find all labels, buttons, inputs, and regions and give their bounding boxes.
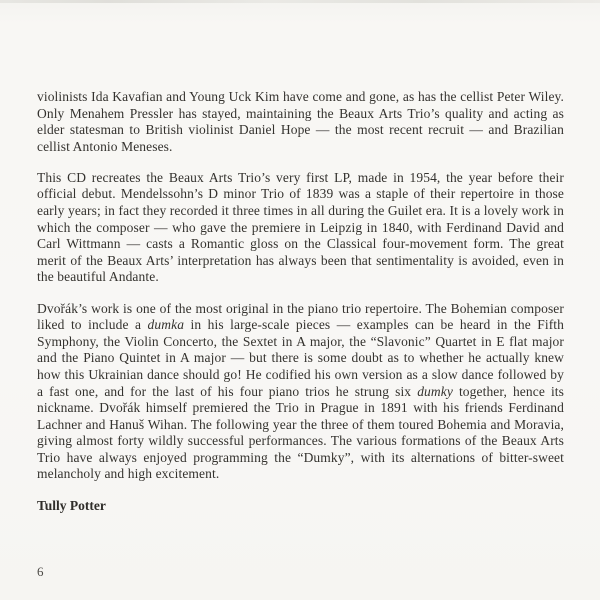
text-run: together, hence its nickname. Dvořák himself premiered the Trio in Prague in 1891 with his friends Ferdinand Lachner and Hanuš Wihan. The following year the three of them toured Bohemia and Moravia, giving almost forty wildly successful performances. The various formations of the Beaux Arts Trio have always enjoyed programming the “Dumky”, with its alternations of bitter-sweet melancholy and high excitement. [37,383,565,482]
paragraph [37,89,564,155]
page-number: 6 [37,564,44,579]
liner-notes-text [37,89,564,514]
text-run: This CD recreates the Beaux Arts Trio’s very first LP, made in 1954, the year before their official debut. Mendelssohn’s D minor Trio of 1839 was a staple of their repertoire in those early years; in fact they recorded it three times in all during the Guilet era. It is a lovely work in which the composer — who gave the premiere in Leipzig in 1840, with Ferdinand David and Carl Wittmann — casts a Romantic gloss on the Classical four-movement form. The great merit of the Beaux Arts’ interpretation has always been that sentimentality is avoided, even in the beautiful Andante. [37,169,564,285]
paragraph [37,170,564,286]
text-run: Dvořák’s work is one of the most original in the piano trio repertoire. The Bohemian composer liked to include a [37,300,564,333]
scan-edge-artifact [0,0,600,3]
paragraph [37,301,564,484]
text-run: in his large-scale pieces — examples can be heard in the Fifth Symphony, the Violin Concerto, the Sextet in A major, the “Slavonic” Quartet in E flat major and the Piano Quintet in A major — but there is some doubt as to whether he actually knew how this Ukrainian dance should go! He codified his own version as a slow dance followed by a fast one, and for the last of his four piano trios he strung six [37,317,564,399]
italic-term: dumka [147,317,185,333]
body-paragraphs [37,89,564,483]
author-byline: Tully Potter [37,497,106,513]
italic-term: dumky [417,383,453,399]
text-run: violinists Ida Kavafian and Young Uck Kim have come and gone, as has the cellist Peter Wiley. Only Menahem Pressler has stayed, maintaining the Beaux Arts Trio’s quality and acting as elder statesman to British violinist Daniel Hope — the most recent recruit — and Brazilian cellist Antonio Meneses. [37,89,564,154]
